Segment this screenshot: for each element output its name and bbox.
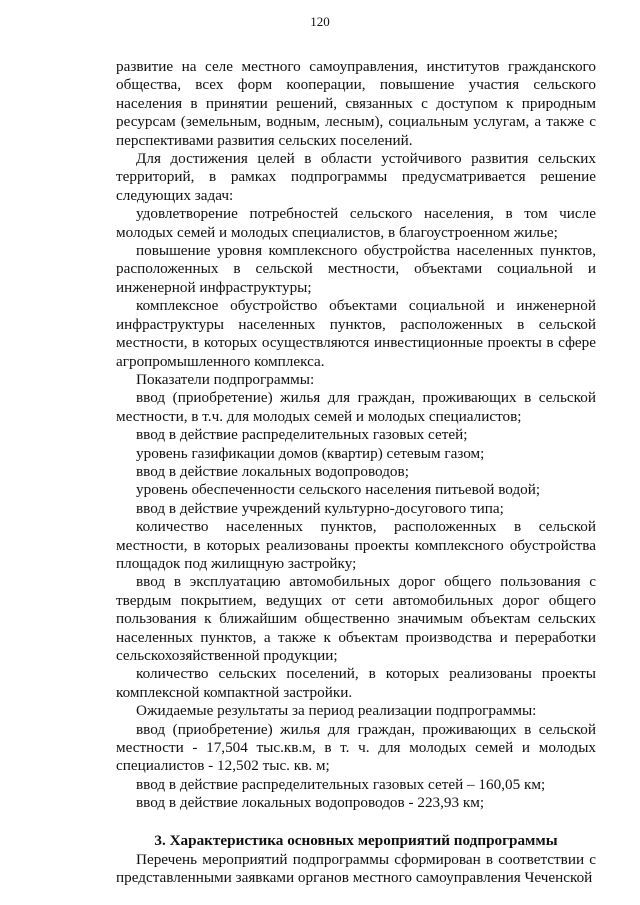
paragraph: ввод в эксплуатацию автомобильных дорог общего пользования с твердым покрытием, ведущих от сети автомобильных дорог общего пользования к ближайшим общественно значимым объектам сельских населенных пунктов, а также к объектам производства и переработки сельскохозяйственной продукции; [116, 573, 596, 664]
paragraph: уровень обеспеченности сельского населения питьевой водой; [136, 481, 541, 499]
paragraph: ввод в действие распределительных газовых сетей; [136, 426, 468, 444]
paragraph: ввод в действие локальных водопроводов - 223,93 км; [136, 794, 485, 812]
paragraph: ввод в действие учреждений культурно-досугового типа; [136, 499, 504, 517]
paragraph: Перечень мероприятий подпрограммы сформирован в соответствии с представленными заявками органов местного самоуправления Чеченской [116, 850, 596, 887]
paragraph: ввод в действие распределительных газовых сетей – 160,05 км; [136, 775, 546, 793]
page-number: 120 [310, 14, 330, 29]
paragraph: количество сельских поселений, в которых реализованы проекты комплексной компактной застройки. [116, 665, 596, 701]
paragraph: Показатели подпрограммы: [136, 370, 315, 388]
paragraph: повышение уровня комплексного обустройства населенных пунктов, расположенных в сельской местности, объектами социальной и инженерной инфраструктуры; [116, 242, 596, 296]
paragraph: Ожидаемые результаты за период реализации подпрограммы: [136, 702, 537, 720]
paragraph: ввод (приобретение) жилья для граждан, проживающих в сельской местности - 17,504 тыс.кв.м, в т. ч. для молодых семей и молодых специалистов - 12,502 тыс. кв. м; [116, 720, 596, 775]
paragraph: комплексное обустройство объектами социальной и инженерной инфраструктуры населенных пунктов, расположенных в сельской местности, в которых осуществляются инвестиционные проекты в сфере агропромышленного комплекса. [116, 297, 596, 370]
paragraph: количество населенных пунктов, расположенных в сельской местности, в которых реализованы проекты комплексного обустройства площадок под жилищную застройку; [116, 518, 596, 572]
section-heading: 3. Характеристика основных мероприятий подпрограммы [154, 831, 558, 849]
paragraph: уровень газификации домов (квартир) сетевым газом; [136, 444, 485, 462]
paragraph: ввод (приобретение) жилья для граждан, проживающих в сельской местности, в т.ч. для молодых семей и молодых специалистов; [116, 389, 596, 425]
paragraph: ввод в действие локальных водопроводов; [136, 462, 409, 480]
paragraph: удовлетворение потребностей сельского населения, в том числе молодых семей и молодых специалистов, в благоустроенном жилье; [116, 205, 596, 241]
document-body [116, 58, 596, 887]
paragraph: развитие на селе местного самоуправления, институтов гражданского общества, всех форм кооперации, повышение участия сельского населения в принятии решений, связанных с доступом к природным ресурсам (земельным, водным, лесным), социальным услугам, а также с перспективами развития сельских поселений. [116, 58, 596, 149]
paragraph: Для достижения целей в области устойчивого развития сельских территорий, в рамках подпрограммы предусматривается решение следующих задач: [116, 150, 596, 204]
